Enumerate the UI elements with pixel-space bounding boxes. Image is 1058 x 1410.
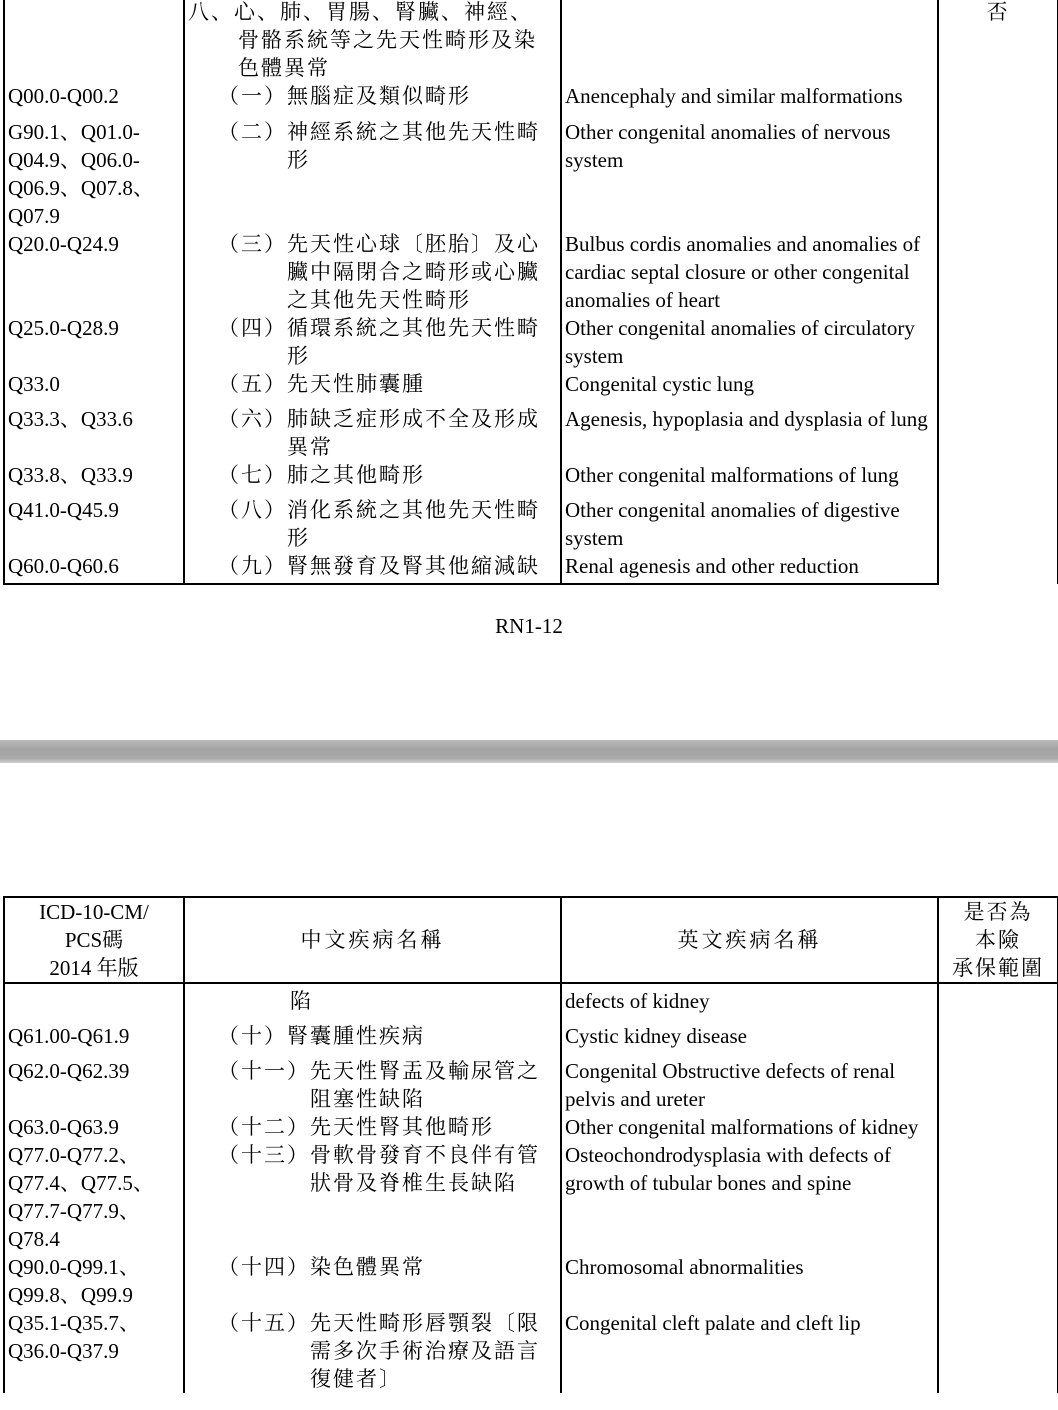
item-number: （十一） <box>218 1059 310 1083</box>
coverage-value: 否 <box>986 0 1010 24</box>
icd-code <box>4 110 184 230</box>
icd-code: Q33.3、Q33.6 <box>4 398 184 461</box>
english-disease-name: defects of kidney <box>561 983 938 1015</box>
table-row <box>4 1309 1058 1393</box>
table-row <box>4 82 1058 110</box>
item-text: 先天性腎盂及輸尿管之阻塞性缺陷 <box>310 1059 540 1111</box>
chinese-disease-name <box>184 230 561 314</box>
table-row <box>4 1253 1058 1309</box>
header-text: 本險 <box>975 928 1021 952</box>
item-text: 肺缺乏症形成不全及形成異常 <box>287 407 540 459</box>
chinese-disease-name: 陷 <box>184 983 561 1015</box>
header-text: ICD-10-CM/ <box>39 900 149 924</box>
item-number: （十三） <box>218 1143 310 1167</box>
document-page-2 <box>0 763 1058 1410</box>
item-text: 染色體異常 <box>310 1255 425 1279</box>
item-text: 循環系統之其他先天性畸形 <box>287 316 540 368</box>
item-number: （五） <box>218 372 287 396</box>
chinese-disease-name <box>184 398 561 461</box>
item-number: （二） <box>218 120 287 144</box>
english-disease-name: Congenital cystic lung <box>561 370 938 398</box>
english-disease-name: Agenesis, hypoplasia and dysplasia of lung <box>561 398 938 461</box>
item-text: 先天性畸形唇顎裂〔限需多次手術治療及語言復健者〕 <box>310 1311 540 1391</box>
section-heading-line: 骨骼系統等之先天性畸形及染 <box>238 28 537 52</box>
chinese-disease-name <box>184 461 561 489</box>
item-number: （十五） <box>218 1311 310 1335</box>
item-text: 骨軟骨發育不良伴有管狀骨及脊椎生長缺陷 <box>310 1143 540 1195</box>
disease-table-page-2 <box>3 896 1058 1393</box>
chinese-disease-name <box>184 82 561 110</box>
disease-table-page-1 <box>3 0 1058 585</box>
icd-code: Q20.0-Q24.9 <box>4 230 184 314</box>
header-english-name: 英文疾病名稱 <box>561 897 938 983</box>
table-row <box>4 1050 1058 1113</box>
section-heading-line: 八、心、肺、胃腸、腎臟、神經、 <box>188 0 533 24</box>
item-number: （十） <box>218 1024 287 1048</box>
icd-code: Q63.0-Q63.9 <box>4 1113 184 1141</box>
item-number: （八） <box>218 498 287 522</box>
item-number: （七） <box>218 463 287 487</box>
item-number: （十二） <box>218 1115 310 1139</box>
chinese-disease-name <box>184 110 561 230</box>
icd-code: Q60.0-Q60.6 <box>4 552 184 584</box>
page-separator <box>0 740 1058 763</box>
icd-code: Q25.0-Q28.9 <box>4 314 184 370</box>
item-number: （四） <box>218 316 287 340</box>
table-row <box>4 1113 1058 1141</box>
icd-code: Q77.0-Q77.2、Q77.4、Q77.5、Q77.7-Q77.9、Q78.4 <box>4 1141 184 1253</box>
icd-code-text: G90.1、Q01.0-Q04.9、Q06.0-Q06.9、Q07.8、Q07.9 <box>8 120 154 228</box>
english-disease-name: Other congenital malformations of kidney <box>561 1113 938 1141</box>
table-row <box>4 0 1058 82</box>
item-text: 無腦症及類似畸形 <box>287 84 471 108</box>
english-disease-name: Other congenital malformations of lung <box>561 461 938 489</box>
icd-code: Q62.0-Q62.39 <box>4 1050 184 1113</box>
english-disease-name: Other congenital anomalies of digestive system <box>561 489 938 552</box>
code-cell <box>4 0 184 82</box>
english-name-cell <box>561 0 938 82</box>
section-heading-line: 色體異常 <box>238 56 330 80</box>
table-row <box>4 314 1058 370</box>
item-text: 肺之其他畸形 <box>287 463 425 487</box>
header-coverage <box>938 897 1058 983</box>
section-heading <box>184 0 561 82</box>
icd-code: Q41.0-Q45.9 <box>4 489 184 552</box>
header-text: PCS碼 <box>64 928 124 952</box>
table-row <box>4 489 1058 552</box>
chinese-disease-name <box>184 1050 561 1113</box>
icd-code <box>4 983 184 1015</box>
english-disease-name: Chromosomal abnormalities <box>561 1253 938 1309</box>
item-text: 神經系統之其他先天性畸形 <box>287 120 540 172</box>
chinese-disease-name <box>184 1141 561 1253</box>
table-row <box>4 461 1058 489</box>
english-disease-name: Osteochondrodysplasia with defects of growth of tubular bones and spine <box>561 1141 938 1253</box>
english-disease-name: Other congenital anomalies of circulatory system <box>561 314 938 370</box>
table-row <box>4 230 1058 314</box>
english-disease-name: Congenital cleft palate and cleft lip <box>561 1309 938 1393</box>
item-text: 消化系統之其他先天性畸形 <box>287 498 540 550</box>
item-number: （六） <box>218 407 287 431</box>
header-text: 是否為 <box>963 900 1033 924</box>
chinese-disease-name <box>184 1113 561 1141</box>
english-disease-name: Congenital Obstructive defects of renal pelvis and ureter <box>561 1050 938 1113</box>
header-chinese-name: 中文疾病名稱 <box>184 897 561 983</box>
english-disease-name: Cystic kidney disease <box>561 1015 938 1050</box>
table-row <box>4 370 1058 398</box>
table-row <box>4 552 1058 584</box>
chinese-disease-name <box>184 1015 561 1050</box>
table-row <box>4 983 1058 1015</box>
item-number: （三） <box>218 232 287 256</box>
table-row <box>4 110 1058 230</box>
icd-code: Q90.0-Q99.1、Q99.8、Q99.9 <box>4 1253 184 1309</box>
coverage-cell <box>938 983 1058 1393</box>
item-number: （一） <box>218 84 287 108</box>
item-number: （九） <box>218 554 287 578</box>
table-row <box>4 398 1058 461</box>
chinese-disease-name <box>184 1309 561 1393</box>
table-row <box>4 1141 1058 1253</box>
chinese-disease-name <box>184 314 561 370</box>
chinese-disease-name <box>184 1253 561 1309</box>
table-header-row <box>4 897 1058 983</box>
icd-code: Q61.00-Q61.9 <box>4 1015 184 1050</box>
icd-code: Q33.8、Q33.9 <box>4 461 184 489</box>
chinese-disease-name <box>184 489 561 552</box>
icd-code: Q35.1-Q35.7、Q36.0-Q37.9 <box>4 1309 184 1393</box>
item-text: 先天性肺囊腫 <box>287 372 425 396</box>
item-text: 先天性腎其他畸形 <box>310 1115 494 1139</box>
chinese-disease-name <box>184 552 561 584</box>
coverage-cell <box>938 0 1058 584</box>
icd-code: Q33.0 <box>4 370 184 398</box>
header-icd-code <box>4 897 184 983</box>
english-disease-name: Renal agenesis and other reduction <box>561 552 938 584</box>
chinese-disease-name <box>184 370 561 398</box>
icd-code: Q00.0-Q00.2 <box>4 82 184 110</box>
page-footer: RN1-12 <box>495 614 563 638</box>
item-number: （十四） <box>218 1255 310 1279</box>
item-text: 先天性心球〔胚胎〕及心臟中隔閉合之畸形或心臟之其他先天性畸形 <box>287 232 540 312</box>
english-disease-name: Other congenital anomalies of nervous system <box>561 110 938 230</box>
table-row <box>4 1015 1058 1050</box>
english-disease-name: Bulbus cordis anomalies and anomalies of cardiac septal closure or other congenital anomalies of heart <box>561 230 938 314</box>
header-text: 2014 年版 <box>49 956 139 980</box>
header-text: 承保範圍 <box>952 956 1044 980</box>
item-text: 腎囊腫性疾病 <box>287 1024 425 1048</box>
english-disease-name: Anencephaly and similar malformations <box>561 82 938 110</box>
item-text: 腎無發育及腎其他縮減缺 <box>287 554 540 578</box>
